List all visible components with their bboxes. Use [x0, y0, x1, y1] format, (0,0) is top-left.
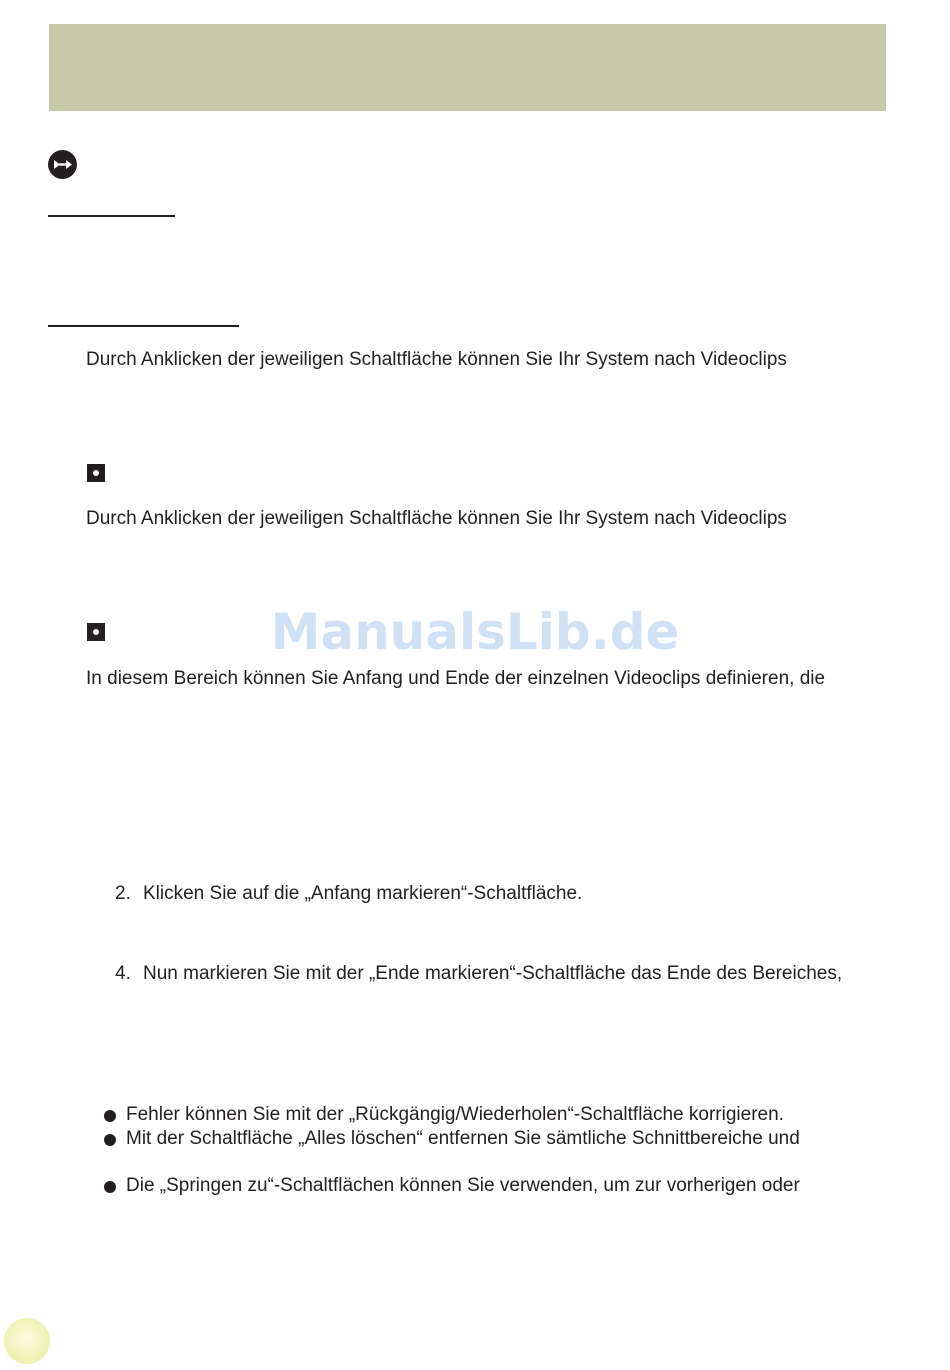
section-rule: [48, 325, 239, 327]
paragraph-1: Durch Anklicken der jeweiligen Schaltfläche können Sie Ihr System nach Videoclips: [86, 349, 787, 370]
arrow-right-icon: [48, 150, 77, 179]
note-item: Mit der Schaltfläche „Alles löschen“ entfernen Sie sämtliche Schnittbereiche und: [126, 1128, 800, 1149]
section-rule: [48, 215, 175, 217]
step-number: 2.: [115, 883, 131, 904]
paragraph-3: In diesem Bereich können Sie Anfang und Ende der einzelnen Videoclips definieren, die: [86, 668, 826, 689]
watermark: ManualsLib.de: [270, 603, 680, 661]
round-bullet-icon: [104, 1181, 116, 1193]
square-bullet-icon: [87, 464, 105, 482]
step-number: 4.: [115, 963, 131, 984]
note-item: Fehler können Sie mit der „Rückgängig/Wiederholen“-Schaltfläche korrigieren.: [126, 1104, 784, 1125]
step-text: Klicken Sie auf die „Anfang markieren“-Schaltfläche.: [143, 883, 583, 904]
note-item: Die „Springen zu“-Schaltflächen können Sie verwenden, um zur vorherigen oder: [126, 1175, 800, 1196]
round-bullet-icon: [104, 1110, 116, 1122]
round-bullet-icon: [104, 1134, 116, 1146]
paragraph-2: Durch Anklicken der jeweiligen Schaltfläche können Sie Ihr System nach Videoclips: [86, 508, 787, 529]
header-bar: [49, 24, 886, 111]
step-text: Nun markieren Sie mit der „Ende markieren“-Schaltfläche das Ende des Bereiches,: [143, 963, 843, 984]
page-marker-icon: [4, 1318, 50, 1364]
